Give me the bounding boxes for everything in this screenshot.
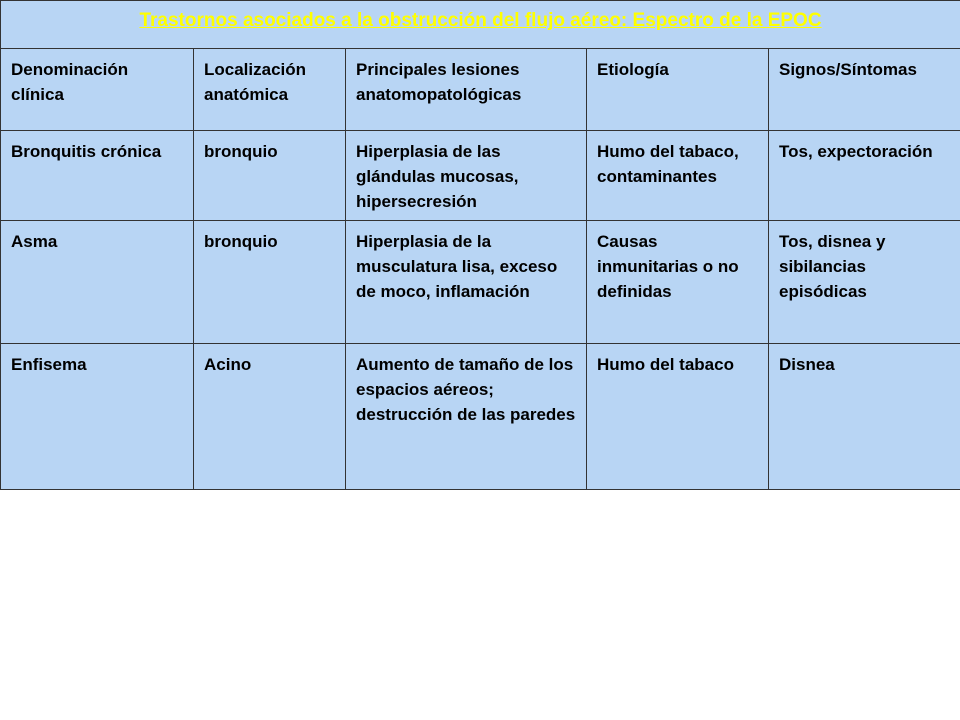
table-cell: Bronquitis crónica	[1, 131, 194, 221]
table-cell: Disnea	[769, 344, 960, 490]
header-row	[1, 49, 960, 131]
table-cell: Hiperplasia de las glándulas mucosas, hipersecresión	[346, 131, 587, 221]
table-cell: Tos, disnea y sibilancias episódicas	[769, 221, 960, 344]
table-cell: Humo del tabaco	[587, 344, 769, 490]
column-header: Denominación clínica	[1, 49, 194, 131]
title-row	[1, 1, 960, 49]
table-row	[1, 344, 960, 490]
table-cell: bronquio	[194, 221, 346, 344]
table-cell: Hiperplasia de la musculatura lisa, exceso de moco, inflamación	[346, 221, 587, 344]
table-cell: Enfisema	[1, 344, 194, 490]
table-cell: bronquio	[194, 131, 346, 221]
column-header: Etiología	[587, 49, 769, 131]
table-row	[1, 131, 960, 221]
table-row	[1, 221, 960, 344]
table-cell: Tos, expectoración	[769, 131, 960, 221]
column-header: Signos/Síntomas	[769, 49, 960, 131]
table-cell: Asma	[1, 221, 194, 344]
table-cell: Causas inmunitarias o no definidas	[587, 221, 769, 344]
table-cell: Humo del tabaco, contaminantes	[587, 131, 769, 221]
table-title: Trastornos asociados a la obstrucción del flujo aéreo: Espectro de la EPOC	[139, 10, 822, 31]
column-header: Localización anatómica	[194, 49, 346, 131]
table-title-cell	[1, 1, 960, 49]
table-cell: Acino	[194, 344, 346, 490]
table-cell: Aumento de tamaño de los espacios aéreos; destrucción de las paredes	[346, 344, 587, 490]
column-header: Principales lesiones anatomopatológicas	[346, 49, 587, 131]
